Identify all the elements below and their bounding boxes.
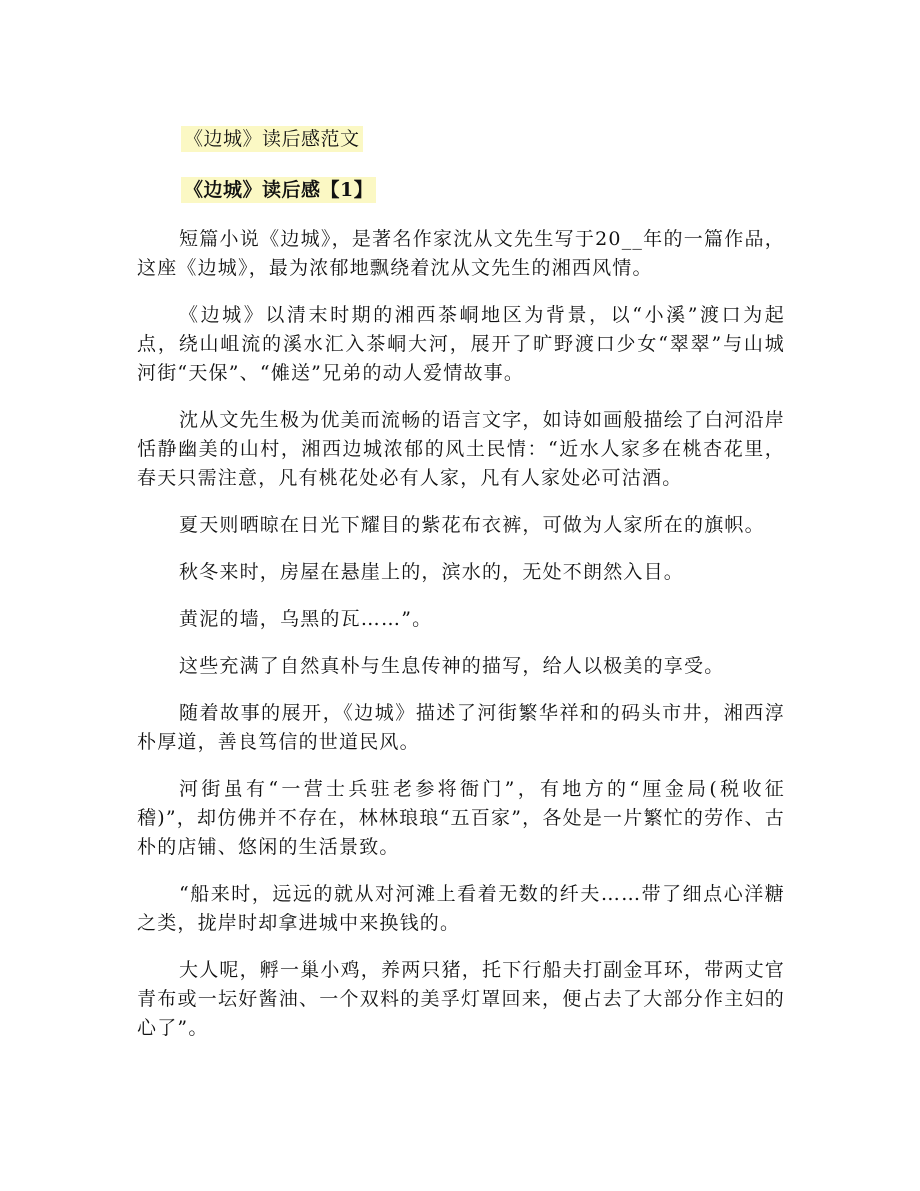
document-body — [137, 225, 785, 1061]
document-title: 《边城》读后感范文 — [181, 126, 363, 152]
paragraph: 夏天则晒晾在日光下耀目的紫花布衣裤，可做为人家所在的旗帜。 — [179, 514, 765, 536]
paragraph: 随着故事的展开，《边城》描述了河街繁华祥和的码头市井，湘西淳朴厚道，善良笃信的世道民风。 — [137, 702, 785, 753]
section-heading: 《边城》读后感【1】 — [181, 177, 376, 203]
paragraph: 短篇小说《边城》，是著名作家沈从文先生写于20__年的一篇作品，这座《边城》，最为浓郁地飘绕着沈从文先生的湘西风情。 — [137, 228, 785, 279]
paragraph: 秋冬来时，房屋在悬崖上的，滨水的，无处不朗然入目。 — [179, 561, 685, 583]
paragraph: 大人呢，孵一巢小鸡，养两只猪，托下行船夫打副金耳环，带两丈官青布或一坛好酱油、一个双料的美孚灯罩回来，便占去了大部分作主妇的心了”。 — [137, 959, 786, 1039]
paragraph: 河街虽有“一营士兵驻老参将衙门”，有地方的“厘金局(税收征稽)”，却仿佛并不存在，林林琅琅“五百家”，各处是一片繁忙的劳作、古朴的店铺、悠闲的生活景致。 — [137, 778, 785, 858]
paragraph: 这些充满了自然真朴与生息传神的描写，给人以极美的享受。 — [179, 655, 725, 677]
paragraph: 《边城》以清末时期的湘西茶峒地区为背景，以“小溪”渡口为起点，绕山岨流的溪水汇入茶峒大河，展开了旷野渡口少女“翠翠”与山城河街“天保”、“傩送”兄弟的动人爱情故事。 — [137, 304, 785, 384]
paragraph: 沈从文先生极为优美而流畅的语言文字，如诗如画般描绘了白河沿岸恬静幽美的山村，湘西边城浓郁的风土民情：“近水人家多在桃杏花里，春天只需注意，凡有桃花处必有人家，凡有人家处必可沽酒。 — [137, 409, 786, 489]
paragraph: “船来时，远远的就从对河滩上看着无数的纤夫……带了细点心洋糖之类，拢岸时却拿进城中来换钱的。 — [137, 883, 785, 934]
paragraph: 黄泥的墙，乌黑的瓦……”。 — [179, 608, 433, 630]
